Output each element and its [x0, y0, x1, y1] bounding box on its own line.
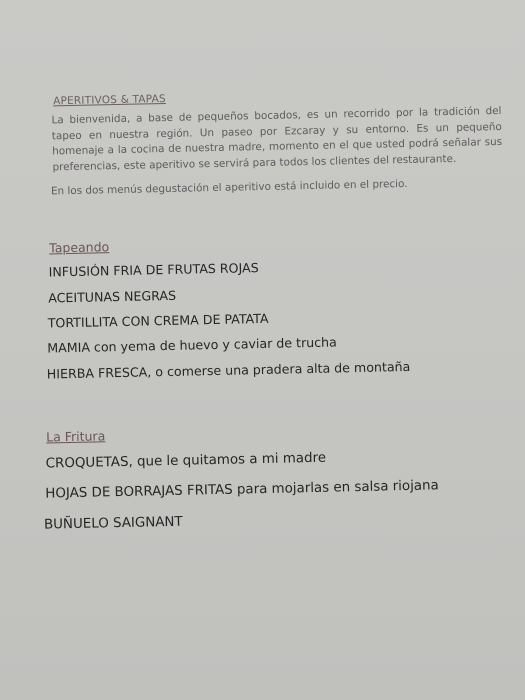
menu-item: HIERBA FRESCA, o comerse una pradera alta de montaña [46, 358, 411, 382]
intro-paragraph: La bienvenida, a base de pequeños bocados, es un recorrido por la tradición del tapeo en nuestra región. Un paseo por Ezcaray y su entorno. Es un pequeño homenaje a la cocina de nuestra madre, momento en el que usted podrá señalar sus preferencias, este aperitivo se servirá para todos los clientes del restaurante. [51, 104, 503, 173]
aperitivos-heading: APERITIVOS & TAPAS [53, 92, 166, 108]
menu-item: CROQUETAS, que le quitamos a mi madre [45, 450, 327, 472]
menu-item: INFUSIÓN FRIA DE FRUTAS ROJAS [48, 260, 259, 280]
menu-item: MAMIA con yema de huevo y caviar de trucha [47, 334, 337, 356]
menu-item: HOJAS DE BORRAJAS FRITAS para mojarlas en salsa riojana [45, 478, 439, 502]
section-title: Tapeando [49, 239, 110, 256]
section-title: La Fritura [46, 428, 106, 445]
menu-item: TORTILLITA CON CREMA DE PATATA [47, 310, 269, 331]
menu-item: BUÑUELO SAIGNANT [43, 514, 183, 533]
intro-note: En los dos menús degustación el aperitivo está incluido en el precio. [50, 177, 408, 198]
menu-item: ACEITUNAS NEGRAS [48, 287, 177, 306]
menu-sheet [20, 0, 515, 700]
